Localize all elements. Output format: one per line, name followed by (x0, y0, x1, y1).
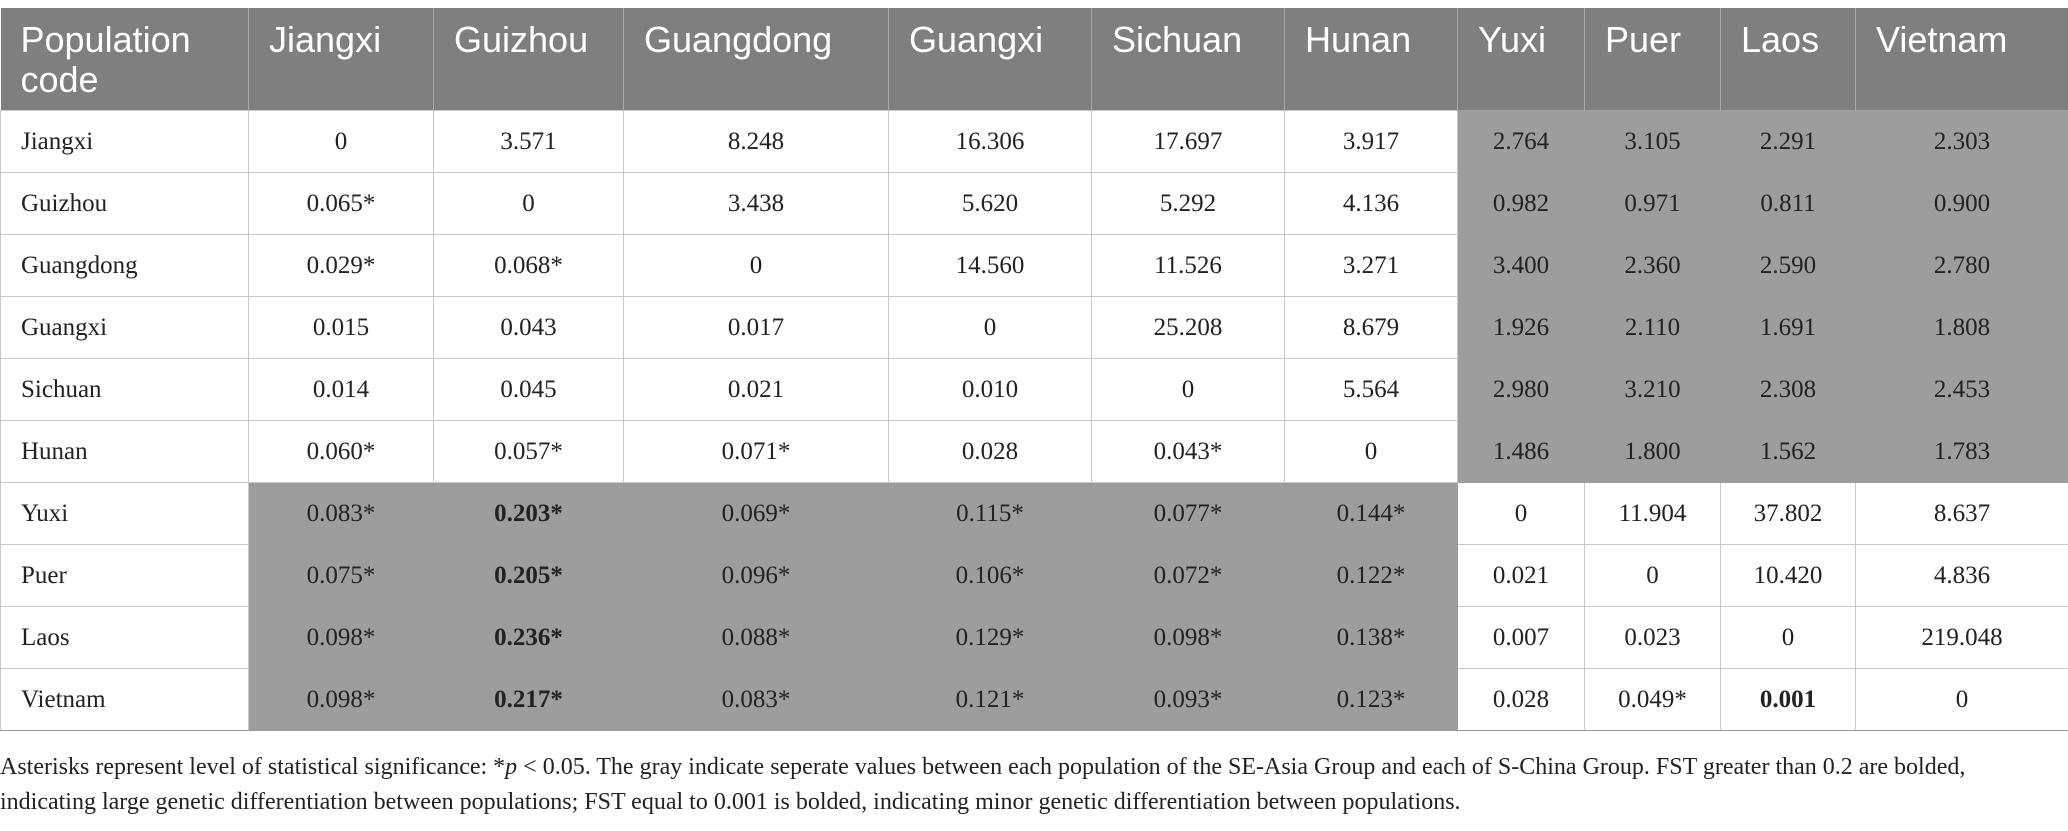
table-cell: 3.271 (1285, 235, 1458, 297)
table-cell: 0.971 (1585, 173, 1721, 235)
table-row (1, 173, 2068, 235)
header-population-code: Population code (1, 8, 249, 111)
table-cell: 0.096* (624, 545, 889, 607)
table-cell: 10.420 (1721, 545, 1856, 607)
table-cell: 0.138* (1285, 607, 1458, 669)
header-sichuan: Sichuan (1092, 8, 1285, 111)
table-cell: 0.106* (889, 545, 1092, 607)
row-label: Vietnam (1, 669, 249, 731)
table-cell: 0.123* (1285, 669, 1458, 731)
header-guizhou: Guizhou (434, 8, 624, 111)
row-label: Sichuan (1, 359, 249, 421)
table-cell: 0.028 (1458, 669, 1585, 731)
table-cell: 8.637 (1856, 483, 2068, 545)
row-label: Puer (1, 545, 249, 607)
table-cell: 16.306 (889, 111, 1092, 173)
table-cell: 0.098* (249, 669, 434, 731)
table-cell: 1.800 (1585, 421, 1721, 483)
table-cell: 5.292 (1092, 173, 1285, 235)
table-cell: 0 (1856, 669, 2068, 731)
table-cell: 0 (624, 235, 889, 297)
table-cell: 0.065* (249, 173, 434, 235)
table-cell: 2.590 (1721, 235, 1856, 297)
footnote (0, 750, 2060, 820)
table-cell: 3.210 (1585, 359, 1721, 421)
table-cell: 2.453 (1856, 359, 2068, 421)
table-cell: 4.136 (1285, 173, 1458, 235)
table-cell: 1.486 (1458, 421, 1585, 483)
table-cell: 0.057* (434, 421, 624, 483)
header-yuxi: Yuxi (1458, 8, 1585, 111)
table-cell: 0.098* (1092, 607, 1285, 669)
table-cell: 3.105 (1585, 111, 1721, 173)
table-cell: 0.144* (1285, 483, 1458, 545)
table-cell: 2.291 (1721, 111, 1856, 173)
table-cell: 0 (1285, 421, 1458, 483)
table-cell: 0.068* (434, 235, 624, 297)
table-cell: 0 (1721, 607, 1856, 669)
table-cell: 8.248 (624, 111, 889, 173)
header-puer: Puer (1585, 8, 1721, 111)
table-cell: 0.069* (624, 483, 889, 545)
row-label: Guizhou (1, 173, 249, 235)
table-cell: 0.083* (249, 483, 434, 545)
table-cell: 0.098* (249, 607, 434, 669)
table-cell: 0 (249, 111, 434, 173)
header-jiangxi: Jiangxi (249, 8, 434, 111)
table-cell: 3.917 (1285, 111, 1458, 173)
table-cell: 11.526 (1092, 235, 1285, 297)
table-row (1, 669, 2068, 731)
row-label: Laos (1, 607, 249, 669)
table-cell: 25.208 (1092, 297, 1285, 359)
table-body (1, 111, 2068, 731)
table-cell: 0.075* (249, 545, 434, 607)
table-cell: 3.400 (1458, 235, 1585, 297)
table-cell: 2.303 (1856, 111, 2068, 173)
table-cell: 0.021 (624, 359, 889, 421)
table-cell: 1.691 (1721, 297, 1856, 359)
table-cell: 0 (889, 297, 1092, 359)
table-cell: 0.217* (434, 669, 624, 731)
header-laos: Laos (1721, 8, 1856, 111)
table-cell: 1.808 (1856, 297, 2068, 359)
table-cell: 4.836 (1856, 545, 2068, 607)
table-cell: 0.021 (1458, 545, 1585, 607)
table-cell: 1.562 (1721, 421, 1856, 483)
table-cell: 0.121* (889, 669, 1092, 731)
table-cell: 0.083* (624, 669, 889, 731)
table-cell: 17.697 (1092, 111, 1285, 173)
table-cell: 37.802 (1721, 483, 1856, 545)
table-cell: 3.438 (624, 173, 889, 235)
table-cell: 0.001 (1721, 669, 1856, 731)
header-guangdong: Guangdong (624, 8, 889, 111)
table-cell: 1.926 (1458, 297, 1585, 359)
table-row (1, 297, 2068, 359)
table-cell: 0.010 (889, 359, 1092, 421)
table-cell: 0.014 (249, 359, 434, 421)
table-cell: 0.077* (1092, 483, 1285, 545)
row-label: Hunan (1, 421, 249, 483)
table-cell: 0.072* (1092, 545, 1285, 607)
row-label: Jiangxi (1, 111, 249, 173)
row-label: Yuxi (1, 483, 249, 545)
table-cell: 0 (1585, 545, 1721, 607)
table-row (1, 421, 2068, 483)
table-cell: 2.308 (1721, 359, 1856, 421)
table-cell: 0 (1092, 359, 1285, 421)
table-row (1, 111, 2068, 173)
table-cell: 0.205* (434, 545, 624, 607)
row-label: Guangdong (1, 235, 249, 297)
table-row (1, 607, 2068, 669)
table-cell: 0.028 (889, 421, 1092, 483)
table-cell: 219.048 (1856, 607, 2068, 669)
footnote-text-b: < 0.05. The gray indicate seperate values between each population of the SE-Asia Group and each of S-China Group. FST greater than 0.2 are bolded, indicating large genetic differentiation between populations; FST equal to 0.001 is bolded, indicating minor genetic differentiation between populations. (0, 754, 1966, 815)
table-cell: 0.007 (1458, 607, 1585, 669)
table-cell: 14.560 (889, 235, 1092, 297)
table-cell: 0.071* (624, 421, 889, 483)
footnote-p-symbol: p (505, 754, 518, 780)
table-cell: 0 (434, 173, 624, 235)
table-cell: 2.764 (1458, 111, 1585, 173)
table-cell: 0.043 (434, 297, 624, 359)
footnote-text-a: Asterisks represent level of statistical significance: * (0, 754, 506, 780)
table-cell: 5.564 (1285, 359, 1458, 421)
table-cell: 0.049* (1585, 669, 1721, 731)
table-cell: 0.060* (249, 421, 434, 483)
table-cell: 0.122* (1285, 545, 1458, 607)
header-vietnam: Vietnam (1856, 8, 2068, 111)
table-cell: 0.045 (434, 359, 624, 421)
table-cell: 0.029* (249, 235, 434, 297)
table-cell: 0.088* (624, 607, 889, 669)
table-row (1, 359, 2068, 421)
header-hunan: Hunan (1285, 8, 1458, 111)
table-cell: 0.043* (1092, 421, 1285, 483)
table-cell: 2.780 (1856, 235, 2068, 297)
table-row (1, 483, 2068, 545)
table-cell: 0 (1458, 483, 1585, 545)
table-cell: 0.017 (624, 297, 889, 359)
table-cell: 8.679 (1285, 297, 1458, 359)
table-cell: 0.023 (1585, 607, 1721, 669)
table-cell: 0.129* (889, 607, 1092, 669)
table-cell: 0.203* (434, 483, 624, 545)
table-cell: 11.904 (1585, 483, 1721, 545)
table-cell: 0.982 (1458, 173, 1585, 235)
table-cell: 0.811 (1721, 173, 1856, 235)
table-cell: 1.783 (1856, 421, 2068, 483)
table-cell: 2.980 (1458, 359, 1585, 421)
table-cell: 0.115* (889, 483, 1092, 545)
row-label: Guangxi (1, 297, 249, 359)
table-row (1, 545, 2068, 607)
table-row (1, 235, 2068, 297)
table-cell: 0.236* (434, 607, 624, 669)
table-cell: 0.015 (249, 297, 434, 359)
table-cell: 5.620 (889, 173, 1092, 235)
header-row (1, 8, 2068, 111)
table-cell: 2.110 (1585, 297, 1721, 359)
header-guangxi: Guangxi (889, 8, 1092, 111)
table-cell: 0.093* (1092, 669, 1285, 731)
fst-table (0, 8, 2068, 731)
table-cell: 2.360 (1585, 235, 1721, 297)
table-cell: 3.571 (434, 111, 624, 173)
table-cell: 0.900 (1856, 173, 2068, 235)
